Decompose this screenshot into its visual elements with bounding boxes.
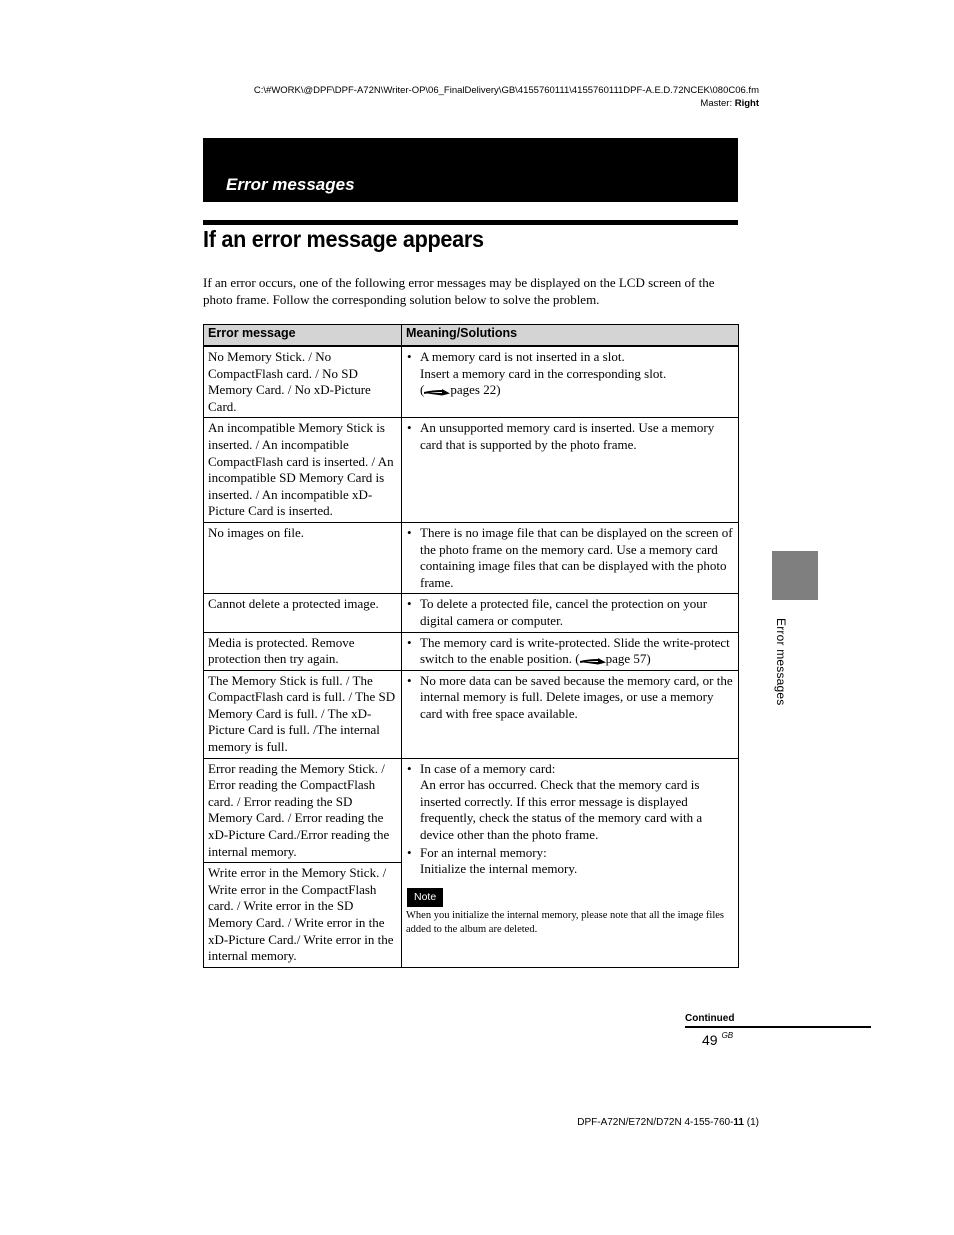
page-reference: pages 22) <box>450 382 501 398</box>
bullet-mark: • <box>407 420 412 436</box>
continued-rule <box>685 1026 871 1028</box>
solution-bullet <box>406 525 734 591</box>
solution-cell <box>402 522 739 593</box>
side-tab-label: Error messages <box>774 618 788 706</box>
solution-cell <box>402 632 739 670</box>
file-path: C:\#WORK\@DPF\DPF-A72N\Writer-OP\06_FinalDelivery\GB\4155760111\4155760111DPF-A.E.D.72NCEK\080C06.fm <box>253 85 759 96</box>
heading-rule <box>203 220 738 225</box>
page-reference: page 57) <box>605 651 651 667</box>
table-row <box>204 594 739 632</box>
error-message-cell: Write error in the Memory Stick. / Write error in the CompactFlash card. / Write error in the SD Memory Card. / Write error in the xD-Picture Card./ Write error in the internal memory. <box>204 863 402 968</box>
note-text: When you initialize the internal memory, please note that all the image files added to the album are deleted. <box>406 910 724 936</box>
master-label: Master: <box>700 98 735 109</box>
page-suffix: GB <box>721 1031 734 1040</box>
table-row <box>204 346 739 418</box>
solution-bullet <box>406 635 734 668</box>
continued-label: Continued <box>685 1013 735 1024</box>
section-banner <box>203 138 738 202</box>
bullet-mark: • <box>407 844 412 860</box>
error-message-cell: The Memory Stick is full. / The CompactFlash card is full. / The SD Memory Card is full. / The xD-Picture Card is full. /The internal memory is full. <box>204 670 402 758</box>
column-header-error-message: Error message <box>204 325 402 347</box>
solution-text: Initialize the internal memory. <box>420 861 578 877</box>
solution-text: An error has occurred. Check that the memory card is inserted correctly. If this error message is displayed frequently, check the status of the memory card with a device other than the photo frame. <box>420 777 703 843</box>
intro-paragraph: If an error occurs, one of the following error messages may be displayed on the LCD screen of the photo frame. Follow the corresponding solution below to solve the problem. <box>203 275 715 307</box>
error-message-cell: No images on file. <box>204 522 402 593</box>
section-title: Error messages <box>226 175 355 194</box>
table-header-row <box>204 325 739 347</box>
bullet-mark: • <box>407 760 412 776</box>
footer-rev: 11 <box>733 1117 744 1128</box>
solution-text: To delete a protected file, cancel the protection on your digital camera or computer. <box>420 596 708 628</box>
bullet-mark: • <box>407 596 412 612</box>
solution-bullet <box>406 420 734 453</box>
error-message-cell: Cannot delete a protected image. <box>204 594 402 632</box>
error-message-cell: Error reading the Memory Stick. / Error reading the CompactFlash card. / Error reading the SD Memory Card. / Error reading the xD-Picture Card./Error reading the internal memory. <box>204 758 402 863</box>
file-path-header <box>139 84 759 110</box>
master-line <box>139 97 759 110</box>
solution-cell <box>402 346 739 418</box>
error-message-cell: No Memory Stick. / No CompactFlash card. / No SD Memory Card. / No xD-Picture Card. <box>204 346 402 418</box>
solution-heading: For an internal memory: <box>420 844 547 860</box>
bullet-mark: • <box>407 672 412 688</box>
page-number <box>702 1031 733 1048</box>
bullet-mark: • <box>407 349 412 364</box>
solution-text: An unsupported memory card is inserted. Use a memory card that is supported by the photo frame. <box>420 420 715 452</box>
page-title: If an error message appears <box>203 226 484 252</box>
solution-bullet <box>406 349 734 399</box>
ref-open: ( <box>420 382 425 398</box>
bullet-mark: • <box>407 524 412 540</box>
solution-bullet <box>406 845 734 878</box>
solution-text: No more data can be saved because the memory card, or the internal memory is full. Delete images, or use a memory card with free space available. <box>420 672 733 721</box>
bullet-mark: • <box>407 634 412 650</box>
error-table <box>203 324 739 968</box>
master-value: Right <box>734 98 759 109</box>
solution-text: A memory card is not inserted in a slot. <box>420 349 625 364</box>
footer-paren: (1) <box>744 1117 759 1128</box>
error-message-cell: An incompatible Memory Stick is inserted. / An incompatible CompactFlash card is inserted. / An incompatible SD Memory Card is inserted. / An incompatible xD-Picture Card is inserted. <box>204 418 402 523</box>
solution-text: There is no image file that can be displayed on the screen of the photo frame on the memory card. Use a memory card containing image files that can be displayed with the photo frame. <box>420 524 733 590</box>
solution-cell <box>402 670 739 758</box>
solution-text: The memory card is write-protected. Slide the write-protect switch to the enable position. ( <box>420 634 730 667</box>
table-row <box>204 418 739 523</box>
table-row <box>204 758 739 863</box>
table-row <box>204 522 739 593</box>
error-message-cell: Media is protected. Remove protection then try again. <box>204 632 402 670</box>
table-row <box>204 632 739 670</box>
solution-cell <box>402 758 739 967</box>
column-header-meaning: Meaning/Solutions <box>402 325 739 347</box>
solution-cell <box>402 418 739 523</box>
page-reference-arrow-icon <box>424 386 450 396</box>
solution-text-2: Insert a memory card in the corresponding slot. <box>420 365 667 381</box>
model-footer <box>577 1117 759 1128</box>
page-reference-arrow-icon <box>580 655 606 665</box>
page-number-value: 49 <box>702 1032 718 1048</box>
note-label: Note <box>407 888 443 908</box>
table-row <box>204 670 739 758</box>
solution-heading: In case of a memory card: <box>420 760 556 776</box>
footer-model: DPF-A72N/E72N/D72N 4-155-760- <box>577 1117 734 1128</box>
solution-cell <box>402 594 739 632</box>
solution-bullet <box>406 596 734 629</box>
solution-bullet <box>406 673 734 723</box>
side-tab-marker <box>772 551 818 600</box>
solution-bullet <box>406 761 734 844</box>
